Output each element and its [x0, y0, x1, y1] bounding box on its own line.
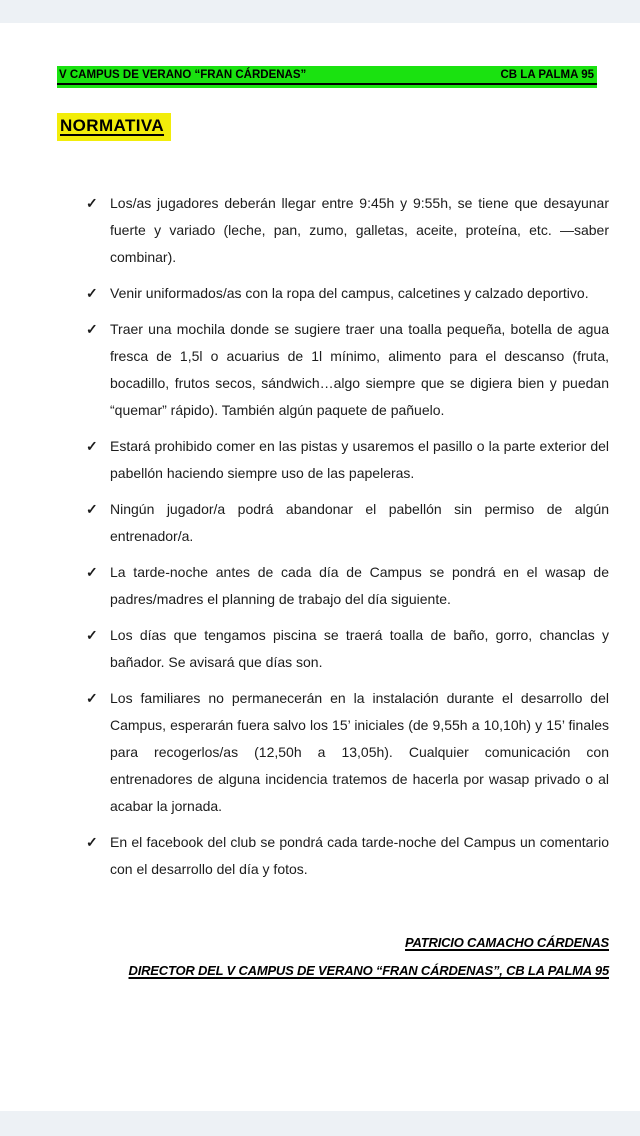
- signature-block: [57, 929, 609, 985]
- header-left-title: V CAMPUS DE VERANO “FRAN CÁRDENAS”: [59, 69, 307, 81]
- rule-text: Traer una mochila donde se sugiere traer una toalla pequeña, botella de agua fresca de 1,5l o acuarius de 1l mínimo, alimento para el descanso (fruta, bocadillo, frutos secos, sándwich…algo siempre que se digiera bien y puedan “quemar” rápido). También algún paquete de pañuelo.: [110, 321, 609, 418]
- rule-item: [57, 496, 609, 550]
- rule-item: [57, 559, 609, 613]
- rule-text: Los días que tengamos piscina se traerá toalla de baño, gorro, chanclas y bañador. Se avisará que días son.: [110, 627, 609, 670]
- checkmark-icon: ✓: [86, 438, 98, 454]
- rule-item: [57, 685, 609, 820]
- rule-text: Los familiares no permanecerán en la instalación durante el desarrollo del Campus, esperarán fuera salvo los 15’ iniciales (de 9,55h a 10,10h) y 15’ finales para recogerlos/as (12,50h a 13,05h). Cualquier comunicación con entrenadores de alguna incidencia tratemos de hacerla por wasap privado o al acabar la jornada.: [110, 690, 609, 814]
- rule-item: [57, 829, 609, 883]
- header-underline: [57, 83, 597, 85]
- rule-text: Venir uniformados/as con la ropa del campus, calcetines y calzado deportivo.: [110, 285, 589, 301]
- checkmark-icon: ✓: [86, 690, 98, 706]
- document-page: [0, 23, 640, 1111]
- rule-text: Ningún jugador/a podrá abandonar el pabellón sin permiso de algún entrenador/a.: [110, 501, 609, 544]
- checkmark-icon: ✓: [86, 501, 98, 517]
- checkmark-icon: ✓: [86, 627, 98, 643]
- checkmark-icon: ✓: [86, 195, 98, 211]
- rule-item: [57, 280, 609, 307]
- rule-text: La tarde-noche antes de cada día de Campus se pondrá en el wasap de padres/madres el planning de trabajo del día siguiente.: [110, 564, 609, 607]
- rule-item: [57, 190, 609, 271]
- rule-item: [57, 433, 609, 487]
- rule-text: Los/as jugadores deberán llegar entre 9:45h y 9:55h, se tiene que desayunar fuerte y variado (leche, pan, zumo, galletas, aceite, proteína, etc. —saber combinar).: [110, 195, 609, 265]
- page-title: NORMATIVA: [57, 113, 171, 141]
- rule-text: Estará prohibido comer en las pistas y usaremos el pasillo o la parte exterior del pabellón haciendo siempre uso de las papeleras.: [110, 438, 609, 481]
- checkmark-icon: ✓: [86, 564, 98, 580]
- header-highlight-bar: [57, 66, 597, 88]
- checkmark-icon: ✓: [86, 834, 98, 850]
- signature-name: PATRICIO CAMACHO CÁRDENAS: [405, 935, 609, 950]
- rule-item: [57, 622, 609, 676]
- rules-list: [57, 190, 609, 883]
- header-right-title: CB LA PALMA 95: [500, 69, 594, 81]
- checkmark-icon: ✓: [86, 321, 98, 337]
- rule-text: En el facebook del club se pondrá cada tarde-noche del Campus un comentario con el desarrollo del día y fotos.: [110, 834, 609, 877]
- rule-item: [57, 316, 609, 424]
- title-row: [57, 113, 640, 141]
- signature-role: DIRECTOR DEL V CAMPUS DE VERANO “FRAN CÁRDENAS”, CB LA PALMA 95: [128, 963, 609, 978]
- checkmark-icon: ✓: [86, 285, 98, 301]
